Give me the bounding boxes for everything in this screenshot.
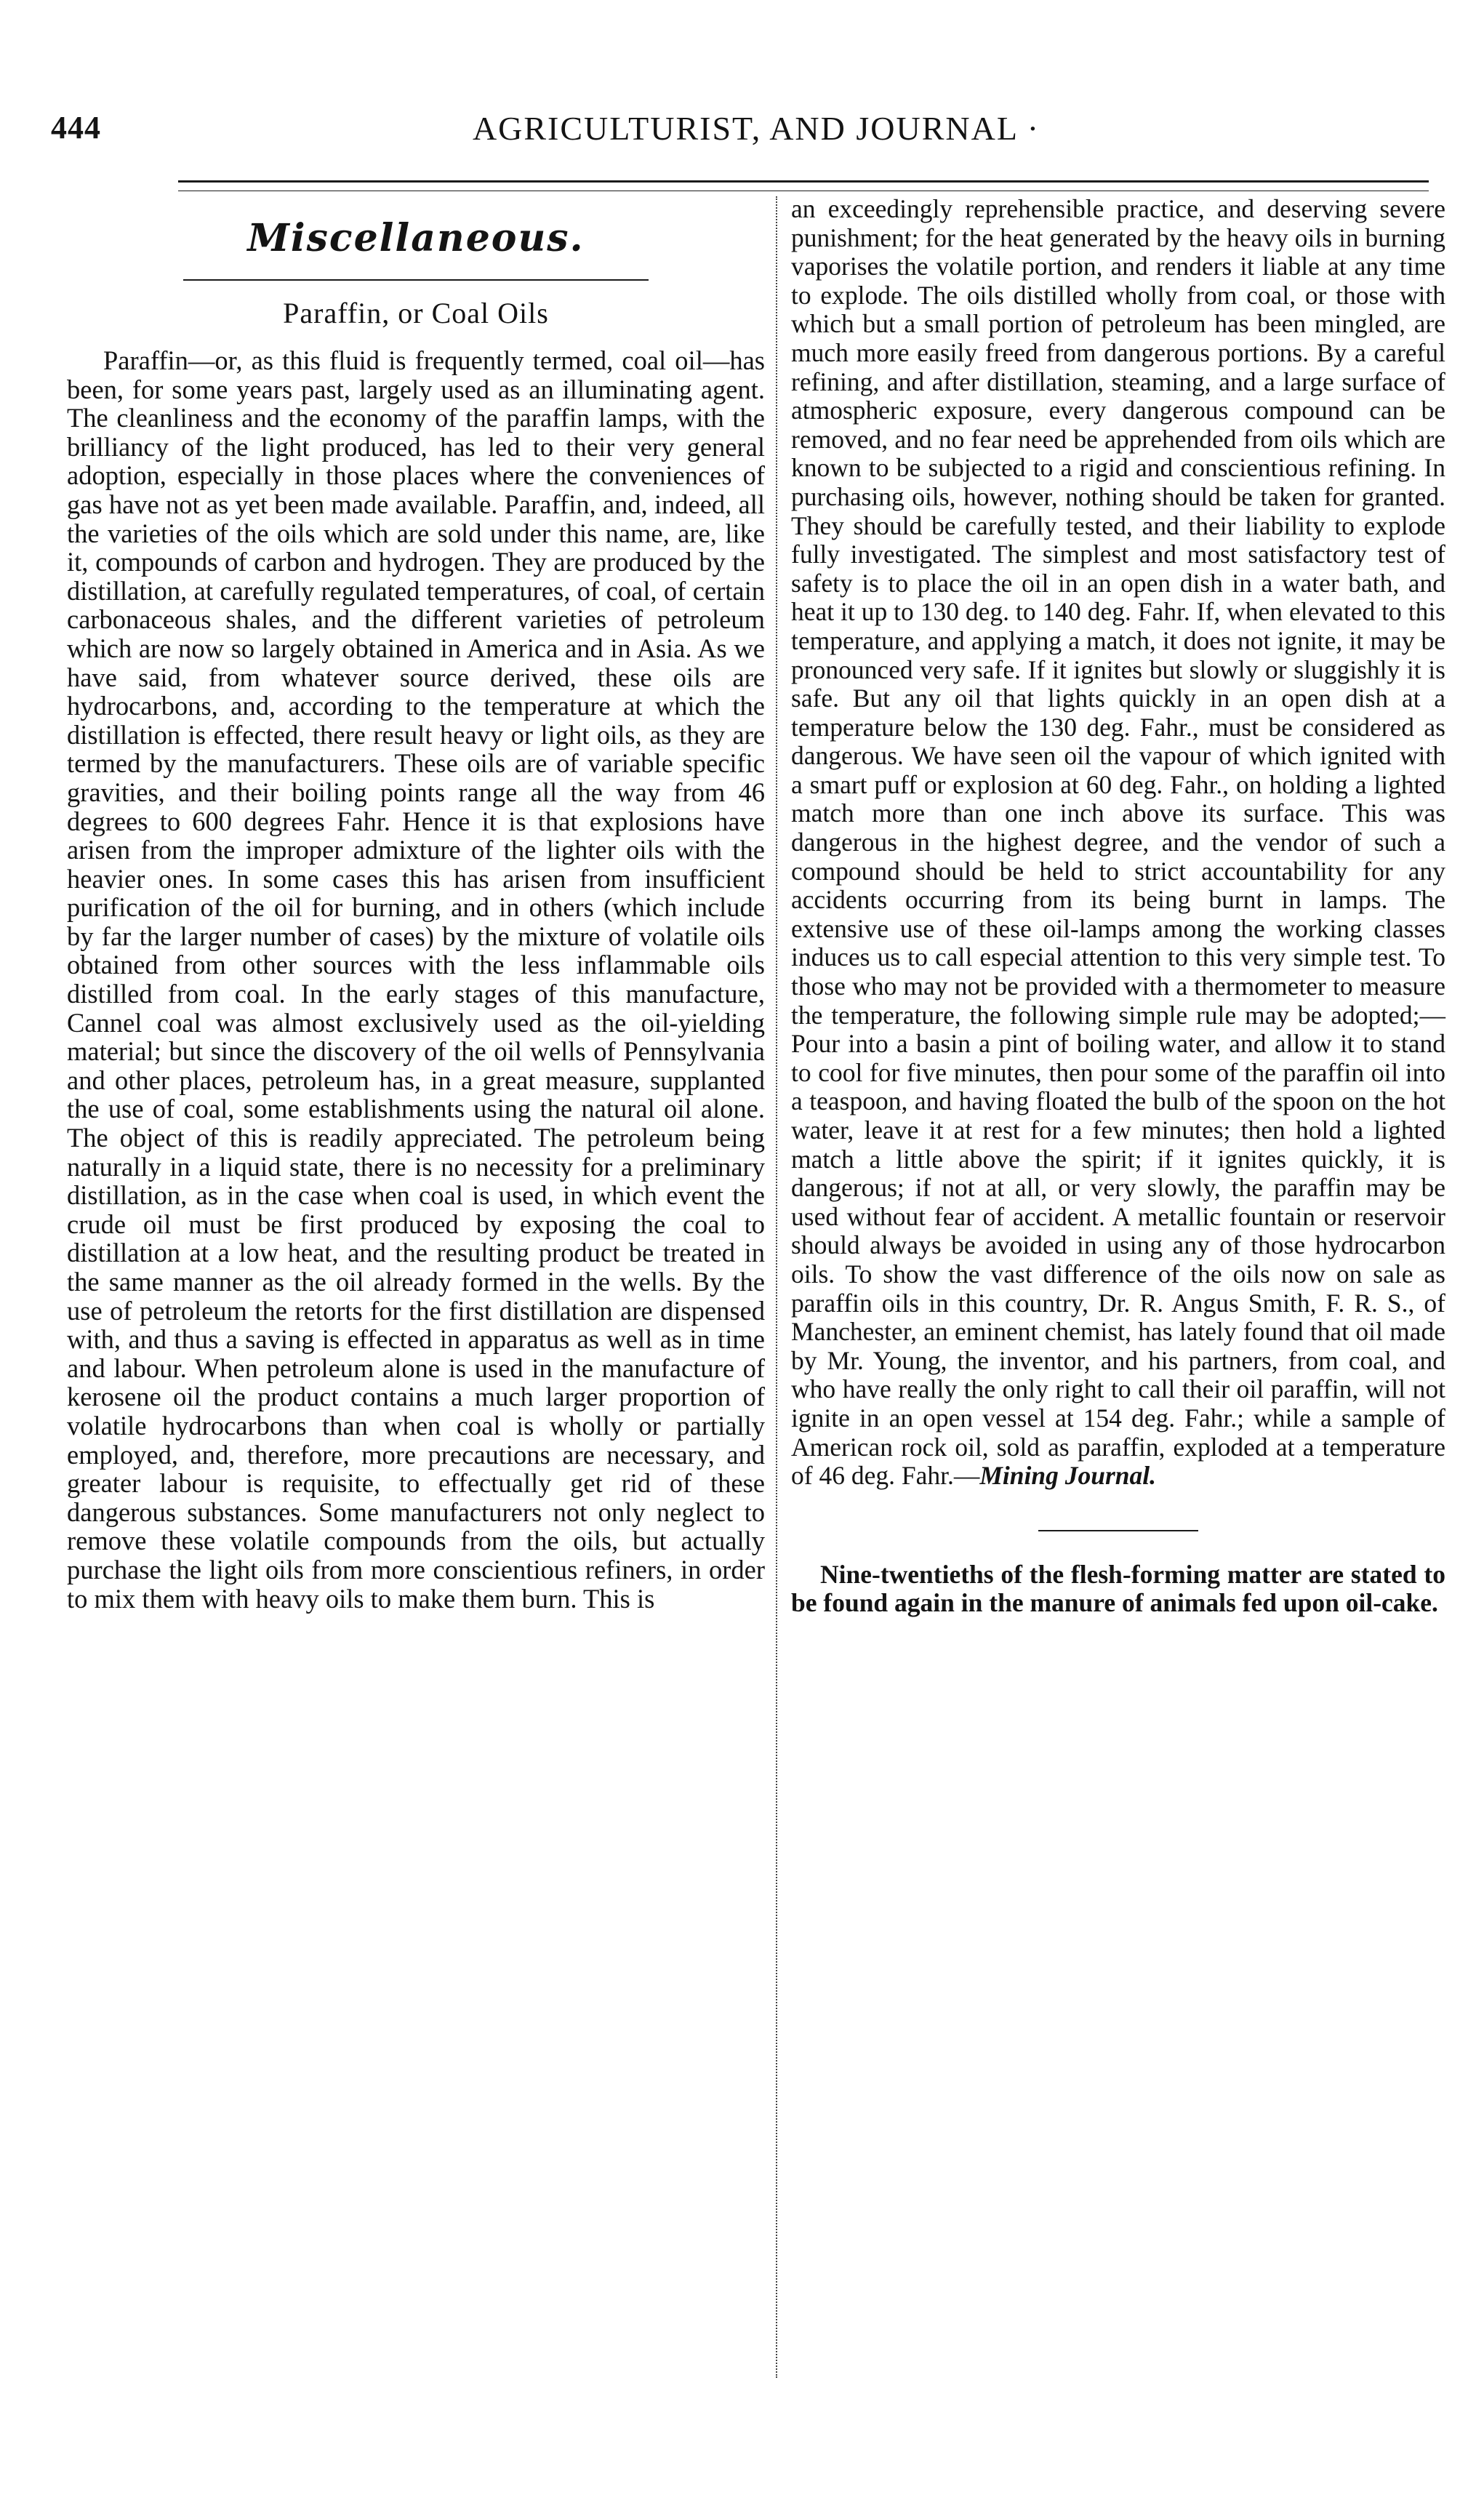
page-header (44, 109, 1425, 160)
article-source: Mining Journal. (979, 1461, 1157, 1491)
running-head: AGRICULTURIST, AND JOURNAL · (472, 110, 1040, 147)
column-divider (776, 196, 777, 2378)
note-separator-rule (1038, 1530, 1198, 1531)
article-body-right (791, 195, 1445, 1491)
page-number: 444 (51, 110, 101, 145)
article-body-right-text: an exceedingly reprehensible practice, and deserving severe punishment; for the heat generated by the heavy oils in burning vaporises the volatile portion, and renders it liable at any time to explode. The oils distilled wholly from coal, or those with which but a small portion of petroleum has been mingled, are much more easily freed from dangerous portions. By a careful refining, and after distillation, steaming, and a large surface of atmospheric exposure, every dangerous compound can be removed, and no fear need be apprehended from oils which are known to be subjected to a rigid and conscientious refining. In purchasing oils, however, nothing should be taken for granted. They should be carefully tested, and their liability to explode fully investigated. The simplest and most satisfactory test of safety is to place the oil in an open dish in a water bath, and heat it up to 130 deg. to 140 deg. Fahr. If, when elevated to this temperature, and applying a match, it does not ignite, it may be pronounced very safe. If it ignites but slowly or sluggishly it is safe. But any oil that lights quickly in an open dish at a temperature below the 130 deg. Fahr., must be considered as dangerous. We have seen oil the vapour of which ignited with a smart puff or explosion at 60 deg. Fahr., on holding a lighted match more than one inch above its surface. This was dangerous in the highest degree, and the vendor of such a compound should be held to strict accountability for any accidents occurring from its being burnt in lamps. The extensive use of these oil-lamps among the working classes induces us to call especial attention to this very simple test. To those who may not be provided with a thermometer to measure the temperature, the following simple rule may be adopted;—Pour into a basin a pint of boiling water, and allow it to stand to cool for five minutes, then pour some of the paraffin oil into a teaspoon, and having floated the bulb of the spoon on the hot water, leave it at rest for a few minutes; then hold a lighted match a little above the spirit; if it ignites quickly, it is dangerous; if not at all, or very slowly, the paraffin may be used without fear of accident. A metallic fountain or reservoir should always be avoided in using any of those hydrocarbon oils. To show the vast difference of the oils now on sale as paraffin oils in this country, Dr. R. Angus Smith, F. R. S., of Manchester, an eminent chemist, has lately found that oil made by Mr. Young, the inventor, and his partners, from coal, and who have really the only right to call their oil paraffin, will not ignite in an open vessel at 154 deg. Fahr.; while a sample of American rock oil, sold as paraffin, exploded at a temperature of 46 deg. Fahr.— (791, 194, 1445, 1491)
right-column (791, 195, 1445, 1618)
article-title: Paraffin, or Coal Oils (283, 297, 549, 329)
left-column (67, 195, 765, 1613)
section-title: Miscellaneous. (247, 216, 585, 260)
header-rule (178, 180, 1429, 183)
section-rule (183, 279, 649, 281)
article-body-left: Paraffin—or, as this fluid is frequently termed, coal oil—has been, for some years past, largely used as an illuminating agent. The cleanliness and the economy of the paraffin lamps, with the brilliancy of the light produced, has led to their very general adoption, especially in those places where the conveniences of gas have not as yet been made available. Paraffin, and, indeed, all the varieties of the oils which are sold under this name, are, like it, compounds of carbon and hydrogen. They are produced by the distillation, at carefully regulated temperatures, of coal, of certain carbonaceous shales, and the different varieties of petroleum which are now so largely obtained in America and in Asia. As we have said, from whatever source derived, these oils are hydrocarbons, and, according to the temperature at which the distillation is effected, there result heavy or light oils, as they are termed by the manufacturers. These oils are of variable specific gravities, and their boiling points range all the way from 46 degrees to 600 degrees Fahr. Hence it is that explosions have arisen from the improper admixture of the lighter oils with the heavier ones. In some cases this has arisen from insufficient purification of the oil for burning, and in others (which include by far the larger number of cases) by the mixture of volatile oils obtained from other sources with the less inflammable oils distilled from coal. In the early stages of this manufacture, Cannel coal was almost exclusively used as the oil-yielding material; but since the discovery of the oil wells of Pennsylvania and other places, petroleum has, in a great measure, supplanted the use of coal, some establishments using the natural oil alone. The object of this is readily appreciated. The petroleum being naturally in a liquid state, there is no necessity for a preliminary distillation, as in the case when coal is used, in which event the crude oil must be first produced by exposing the coal to distillation at a low heat, and the resulting product be treated in the same manner as the oil already formed in the wells. By the use of petroleum the retorts for the first distillation are dispensed with, and thus a saving is effected in apparatus as well as in time and labour. When petroleum alone is used in the manufacture of kerosene oil the product contains a much larger proportion of volatile hydrocarbons than when coal is wholly or partially employed, and, therefore, more precautions are necessary, and greater labour is requisite, to effectually get rid of these dangerous substances. Some manufacturers not only neglect to remove these volatile compounds from the oils, but actually purchase the light oils from more conscientious refiners, in order to mix them with heavy oils to make them burn. This is (67, 345, 765, 1614)
note-paragraph: Nine-twentieths of the flesh-forming matter are stated to be found again in the manure of animals fed upon oil-cake. (791, 1559, 1445, 1618)
